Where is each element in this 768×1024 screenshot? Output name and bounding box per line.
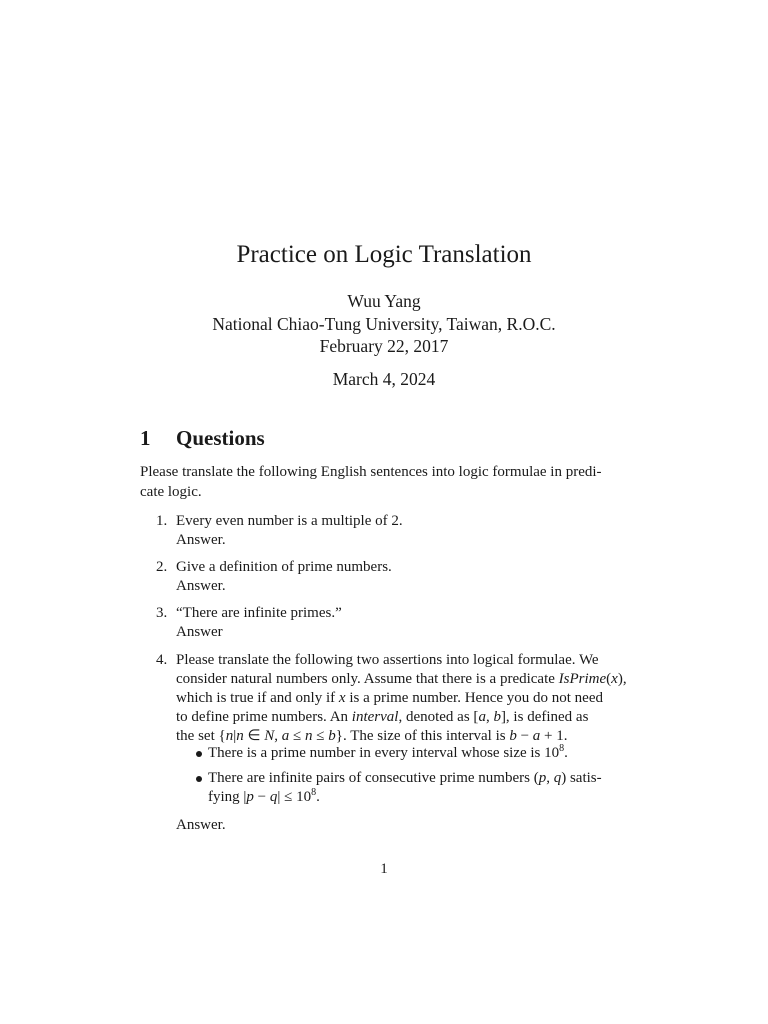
question-item [140,604,640,642]
question-text: Please translate the following two assertions into logical formulae. We consider natural numbers only. Assume that there is a predicate IsPrime(x), which is true if and only if x is a prime number. Hence you do not need to define prime numbers. An interval, denoted as [a, b], is defined as the set {n|n ∈ N, a ≤ n ≤ b}. The size of this interval is b − a + 1. [176,652,627,744]
defined-term: interval [351,709,399,725]
predicate-name: IsPrime [558,671,607,687]
question-text: “There are infinite primes.” [176,605,342,621]
document-date: March 4, 2024 [332,369,436,389]
bullet-icon [196,751,202,757]
section-intro [140,462,630,502]
question-number: 4. [156,652,168,668]
section-title: Questions [176,426,265,450]
question-text: Every even number is a multiple of 2. [176,513,403,529]
question-item [140,558,640,596]
question-answer: Answer. [176,578,226,594]
question-text: Give a definition of prime numbers. [176,559,392,575]
author-name: Wuu Yang [347,291,421,311]
date-written: February 22, 2017 [319,336,449,356]
section-number: 1 [140,426,151,450]
bullet-icon [196,776,202,782]
assertion-item: There are infinite pairs of consecutive prime numbers (p, q) satis- fying $|p - q| \le 10^8$. [176,769,646,807]
question-number: 1. [156,513,168,529]
assertion-item: There is a prime number in every interval whose size is $10^8$. [176,744,646,763]
document-title: Practice on Logic Translation [236,241,532,268]
question-number: 2. [156,559,168,575]
question-item [140,651,640,746]
author-affiliation: National Chiao-Tung University, Taiwan, R.O.C. [212,314,556,334]
page-number: 1 [380,861,388,877]
section-heading [140,424,265,452]
question-item [140,512,640,550]
question-answer: Answer. [176,817,226,833]
intro-line: Please translate the following English sentences into logic formulae in predi- [140,464,602,480]
question-number: 3. [156,605,168,621]
question-answer: Answer. [176,532,226,548]
question-answer: Answer [176,624,223,640]
intro-line: cate logic. [140,484,202,500]
